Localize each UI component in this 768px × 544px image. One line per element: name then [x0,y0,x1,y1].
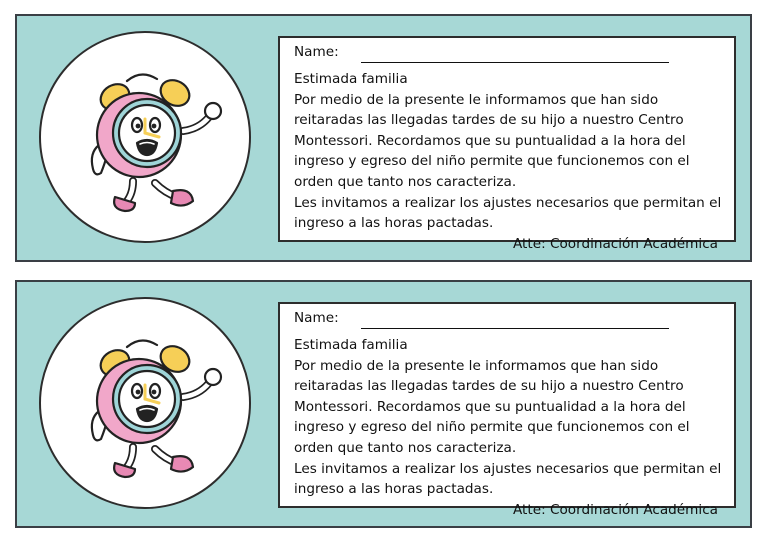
signature: Atte: Coordinación Académica [513,235,718,252]
note-closing: Les invitamos a realizar los ajustes necesarios que permitan el ingreso a las horas pactadas. [294,460,722,498]
note-closing: Les invitamos a realizar los ajustes necesarios que permitan el ingreso a las horas pactadas. [294,194,722,232]
illustration-circle [39,297,251,509]
tardiness-note-card-1 [15,14,752,262]
note-body: Por medio de la presente le informamos que han sido reitaradas las llegadas tardes de su hijo a nuestro Centro Montessori. Recordamos que su puntualidad a la hora del ingreso y egreso del niño permite que funcionemos con el orden que tanto nos caracteriza. [294,357,690,456]
signature: Atte: Coordinación Académica [513,501,718,518]
running-alarm-clock-icon [41,33,249,241]
name-label: Name: [294,44,339,61]
note-paper [278,302,736,518]
name-blank-line [361,50,669,63]
name-row [294,44,722,63]
greeting: Estimada familia [294,337,408,353]
name-blank-line [361,316,669,329]
running-alarm-clock-icon [41,299,249,507]
name-label: Name: [294,310,339,327]
tardiness-note-card-2 [15,280,752,528]
note-paper [278,36,736,252]
greeting: Estimada familia [294,71,408,87]
note-body: Por medio de la presente le informamos que han sido reitaradas las llegadas tardes de su hijo a nuestro Centro Montessori. Recordamos que su puntualidad a la hora del ingreso y egreso del niño permite que funcionemos con el orden que tanto nos caracteriza. [294,91,690,190]
name-row [294,310,722,329]
illustration-circle [39,31,251,243]
